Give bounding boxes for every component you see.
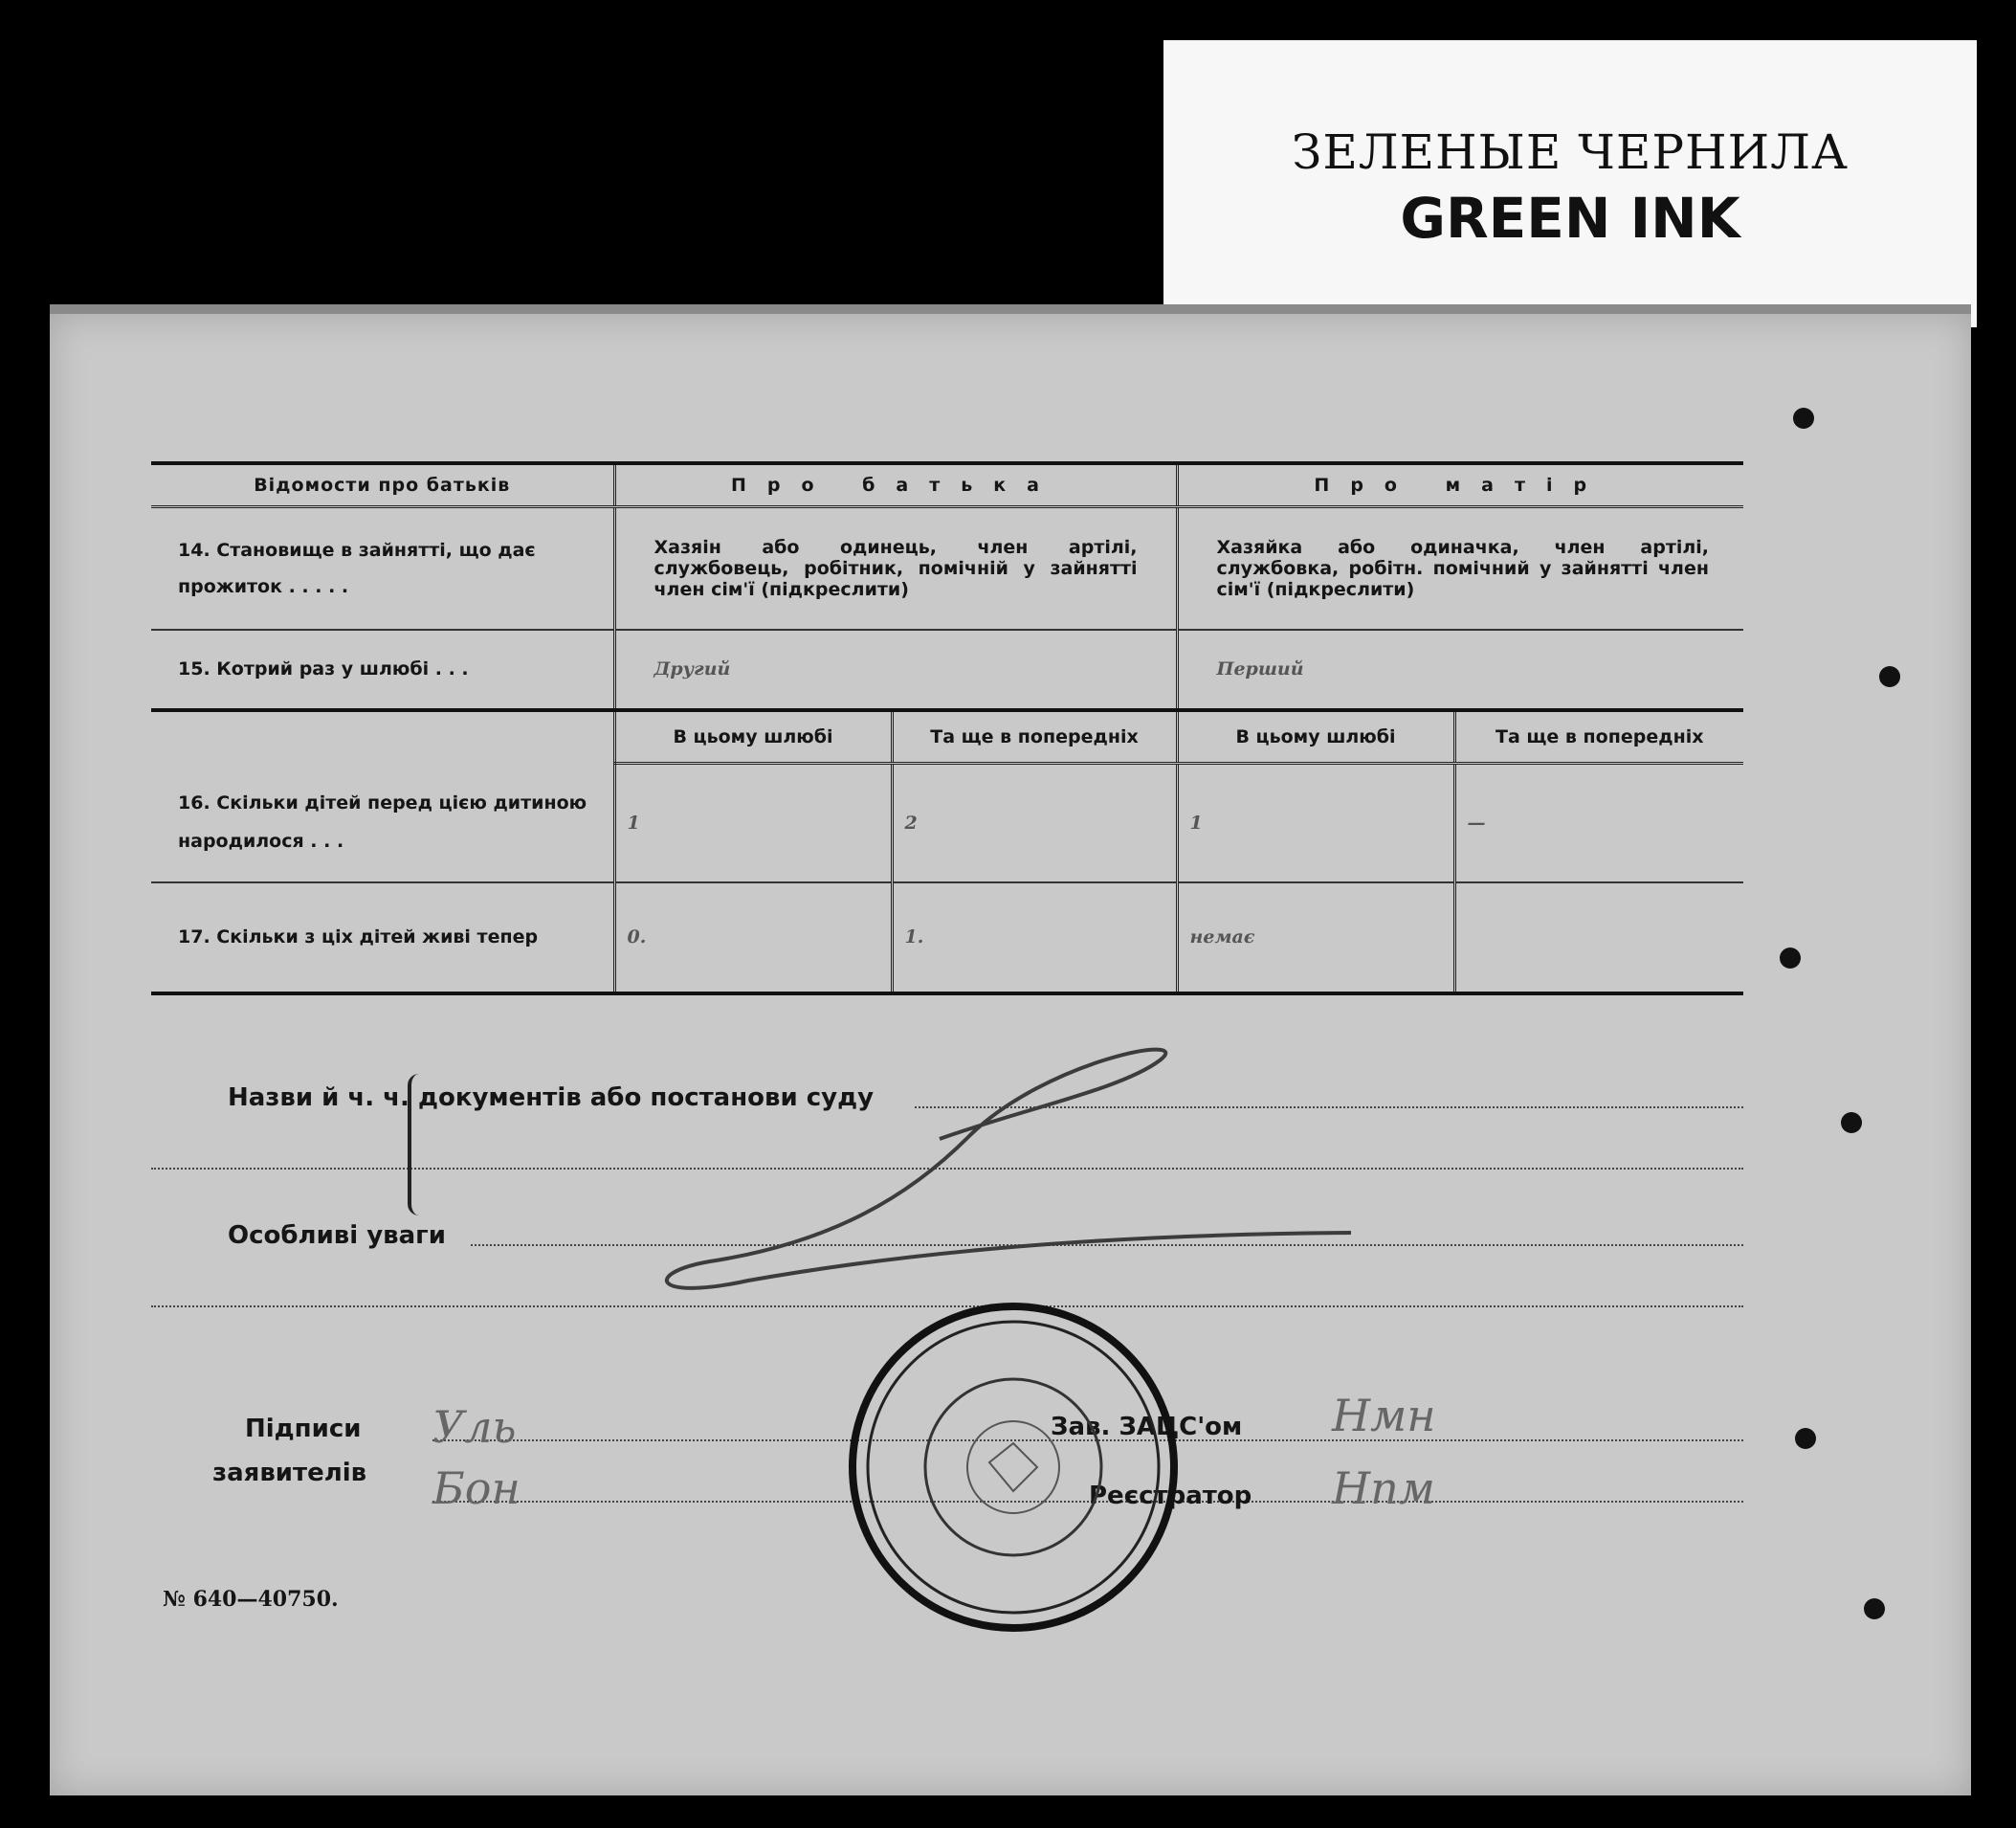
header-mother: Про матір bbox=[1177, 463, 1743, 507]
row17-mother-prev bbox=[1454, 882, 1743, 993]
binding-hole bbox=[1879, 666, 1900, 687]
row17-mother-this: немає bbox=[1177, 882, 1454, 993]
row16-father-prev: 2 bbox=[892, 764, 1177, 882]
ink-label-russian: ЗЕЛЕНЫЕ ЧЕРНИЛА bbox=[1292, 124, 1849, 180]
header-parents-info: Відомости про батьків bbox=[151, 463, 614, 507]
subheader-father-prev: Та ще в попередніх bbox=[892, 710, 1177, 764]
row14-mother-options: Хазяйка або одиначка, член артілі, службовка, робітн. помічний у зайнятті член сім'ї (підкреслити) bbox=[1177, 507, 1743, 630]
row16-spacer bbox=[151, 710, 614, 764]
row16-mother-prev: — bbox=[1454, 764, 1743, 882]
row16-label: 16. Скільки дітей перед цією дитиною народилося . . . bbox=[151, 764, 614, 882]
row16-mother-this: 1 bbox=[1177, 764, 1454, 882]
head-zags-label: Зав. ЗАЦС'ом bbox=[1051, 1413, 1243, 1441]
document-sheet bbox=[50, 314, 1971, 1795]
row17-label: 17. Скільки з ціх дітей живі тепер bbox=[151, 882, 614, 993]
binding-hole bbox=[1793, 408, 1814, 429]
parents-info-table bbox=[151, 461, 1743, 995]
binding-hole bbox=[1780, 947, 1801, 969]
header-father: Про батька bbox=[614, 463, 1177, 507]
registrar-signature: Нпм bbox=[1332, 1462, 1435, 1514]
applicant-signature-2: Бон bbox=[432, 1462, 521, 1514]
ink-label-card bbox=[1163, 40, 1977, 327]
ink-label-english: GREEN INK bbox=[1400, 186, 1740, 251]
signatures-bracket bbox=[408, 1074, 423, 1215]
official-seal-stamp bbox=[846, 1300, 1181, 1635]
binding-hole bbox=[1795, 1428, 1816, 1449]
row15-father-value: Другий bbox=[614, 630, 1177, 710]
form-number: № 640—40750. bbox=[163, 1587, 339, 1612]
signatures-label-line2: заявителів bbox=[212, 1459, 367, 1487]
subheader-father-this: В цьому шлюбі bbox=[614, 710, 892, 764]
applicant-signature-1: Уль bbox=[432, 1401, 517, 1453]
subheader-mother-this: В цьому шлюбі bbox=[1177, 710, 1454, 764]
cancellation-stroke bbox=[624, 1022, 1408, 1309]
row15-mother-value: Перший bbox=[1177, 630, 1743, 710]
row16-father-this: 1 bbox=[614, 764, 892, 882]
head-signature: Нмн bbox=[1332, 1390, 1436, 1441]
row15-label: 15. Котрий раз у шлюбі . . . bbox=[178, 658, 469, 680]
documents-label: Назви й ч. ч. документів або постанови суду bbox=[228, 1083, 875, 1112]
subheader-mother-prev: Та ще в попередніх bbox=[1454, 710, 1743, 764]
binding-hole bbox=[1841, 1112, 1862, 1133]
registrar-label: Реєстратор bbox=[1089, 1482, 1252, 1510]
row17-father-this: 0. bbox=[614, 882, 892, 993]
signatures-label-line1: Підписи bbox=[245, 1415, 362, 1443]
binding-hole bbox=[1864, 1598, 1885, 1619]
row14-label: 14. Становище в зайнятті, що дає прожиток . . . . . bbox=[151, 507, 614, 630]
remarks-label: Особливі уваги bbox=[228, 1221, 446, 1250]
row17-father-prev: 1. bbox=[892, 882, 1177, 993]
row14-father-options: Хазяін або одинець, член артілі, службовець, робітник, помічній у зайнятті член сім'ї (підкреслити) bbox=[614, 507, 1177, 630]
